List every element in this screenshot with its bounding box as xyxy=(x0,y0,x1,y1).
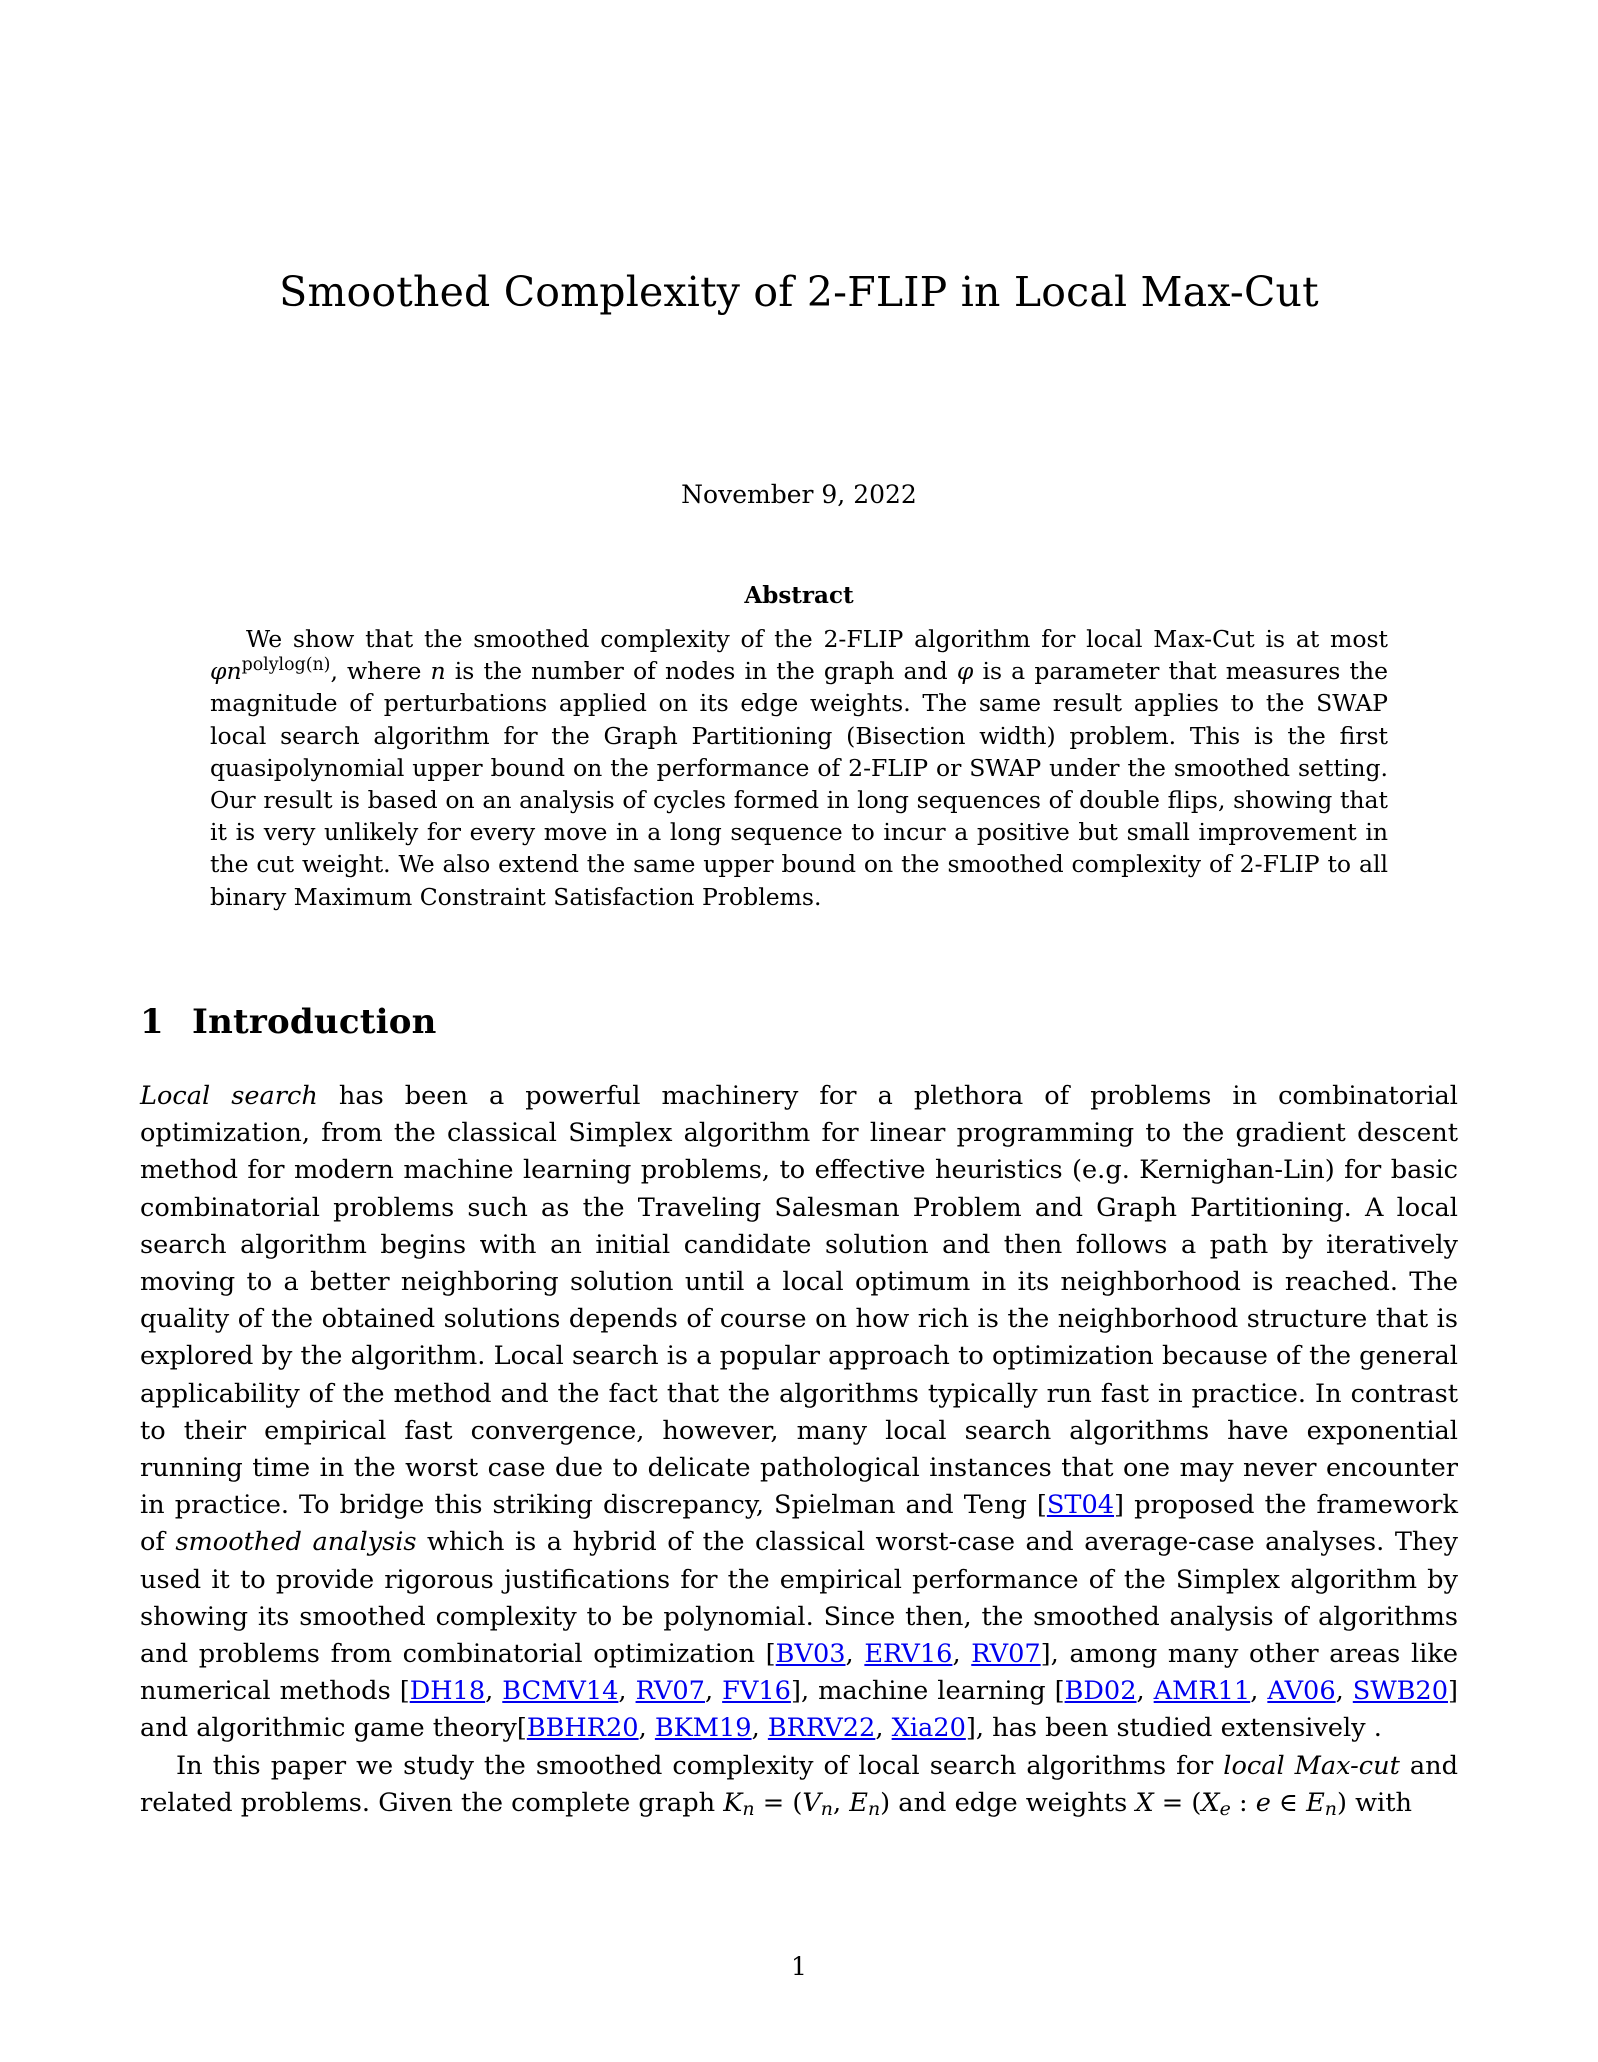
body-content xyxy=(140,1078,1458,1822)
math-eq-2: = ( xyxy=(1153,1787,1202,1818)
math-element-of: ∈ xyxy=(1270,1787,1307,1818)
p1-sep-7: , xyxy=(1250,1676,1268,1707)
citation-amr11[interactable]: AMR11 xyxy=(1153,1676,1251,1707)
p2-text-c: and edge weights xyxy=(890,1787,1136,1818)
citation-bv03[interactable]: BV03 xyxy=(775,1639,846,1670)
p1-sep-6: , xyxy=(1136,1676,1154,1707)
p2-text-d: with xyxy=(1347,1787,1412,1818)
section-heading-introduction xyxy=(140,1002,437,1042)
math-e-var: e xyxy=(1255,1787,1271,1818)
citation-bbhr20[interactable]: BBHR20 xyxy=(526,1713,639,1744)
citation-av06[interactable]: AV06 xyxy=(1267,1676,1336,1707)
math-e-sub: n xyxy=(867,1798,881,1821)
citation-rv07[interactable]: RV07 xyxy=(971,1639,1041,1670)
p1-sep-10: , xyxy=(751,1713,768,1744)
math-e2-sub: n xyxy=(1324,1798,1337,1821)
math-phi-n-base: φn xyxy=(210,657,242,686)
citation-swb20[interactable]: SWB20 xyxy=(1352,1676,1448,1707)
abstract-text-2: , where xyxy=(330,657,431,686)
p2-text-b: and related problems. Given the complete graph xyxy=(140,1750,1458,1818)
citation-erv16[interactable]: ERV16 xyxy=(864,1639,953,1670)
abstract-section xyxy=(210,582,1388,913)
abstract-text-3: is the number of nodes in the graph and xyxy=(445,657,957,686)
section-title: Introduction xyxy=(192,1002,437,1042)
math-v-sub: n xyxy=(820,1798,833,1821)
math-k: K xyxy=(723,1787,743,1818)
math-xe-sub: e xyxy=(1219,1798,1231,1821)
p1-sep-4: , xyxy=(618,1676,636,1707)
p1-sep-2: , xyxy=(952,1639,972,1670)
p1-sep-3: , xyxy=(485,1676,503,1707)
p1-text-c: which is a hybrid of the classical worst-case and average-case analyses. They used it to provide rigorous justifications for the empirical performance of the Simplex algorithm by showing its smoothed complexity to be polynomial. Since then, the smoothed analysis of algorithms and problems from combinatorial optimization [ xyxy=(140,1527,1458,1670)
p1-sep-11: , xyxy=(875,1713,892,1744)
p1-text-f: ] and algorithmic game theory[ xyxy=(140,1676,1458,1744)
citation-st04[interactable]: ST04 xyxy=(1046,1490,1115,1521)
page-title: Smoothed Complexity of 2-FLIP in Local Max-Cut xyxy=(279,268,1319,316)
p1-sep-1: , xyxy=(845,1639,865,1670)
math-xe: X xyxy=(1201,1787,1220,1818)
section-number: 1 xyxy=(140,1002,164,1042)
abstract-heading: Abstract xyxy=(744,582,854,609)
math-complete-graph xyxy=(723,1787,891,1821)
abstract-text-4: is a parameter that measures the magnitude of perturbations applied on its edge weights. The same result applies to the SWAP local search algorithm for the Graph Partitioning (Bisection width) problem. This is the first quasipolynomial upper bound on the performance of 2-FLIP or SWAP under the smoothed setting. Our result is based on an analysis of cycles formed in long sequences of double flips, showing that it is very unlikely for every move in a long sequence to incur a positive but small improvement in the cut weight. We also extend the same upper bound on the smoothed complexity of 2-FLIP to all binary Maximum Constraint Satisfaction Problems. xyxy=(210,657,1388,911)
p1-sep-8: , xyxy=(1335,1676,1353,1707)
math-eq-1: = ( xyxy=(754,1787,803,1818)
math-edge-weights xyxy=(1135,1787,1347,1821)
math-var-n: n xyxy=(430,657,446,686)
math-exponent: polylog(n) xyxy=(241,655,331,676)
math-var-phi: φ xyxy=(956,657,974,686)
citation-xia20[interactable]: Xia20 xyxy=(891,1713,966,1744)
publication-date: November 9, 2022 xyxy=(681,480,917,509)
paragraph-intro-2 xyxy=(140,1748,1458,1822)
p1-text-e: ], machine learning [ xyxy=(790,1676,1065,1707)
citation-brrv22[interactable]: BRRV22 xyxy=(767,1713,876,1744)
math-e: E xyxy=(849,1787,868,1818)
math-close: ) xyxy=(880,1787,891,1818)
citation-dh18[interactable]: DH18 xyxy=(409,1676,486,1707)
math-colon: : xyxy=(1230,1787,1256,1818)
math-x: X xyxy=(1135,1787,1154,1818)
citation-fv16[interactable]: FV16 xyxy=(722,1676,791,1707)
p1-text-g: ], has been studied extensively . xyxy=(965,1713,1382,1744)
p1-text-b: ] proposed the framework of xyxy=(140,1490,1458,1558)
paragraph-intro-1 xyxy=(140,1078,1458,1748)
math-v: V xyxy=(802,1787,821,1818)
italic-local-search: Local search xyxy=(140,1081,318,1111)
abstract-math-phi-n xyxy=(210,657,330,685)
italic-local-max-cut: local Max-cut xyxy=(1223,1750,1400,1781)
page-number: 1 xyxy=(791,1952,807,1981)
p2-text-a: In this paper we study the smoothed complexity of local search algorithms for xyxy=(176,1750,1224,1781)
italic-smoothed-analysis: smoothed analysis xyxy=(175,1527,417,1558)
math-close-2: ) xyxy=(1337,1787,1347,1818)
citation-rv07b[interactable]: RV07 xyxy=(635,1676,705,1707)
math-e2: E xyxy=(1306,1787,1325,1818)
citation-bkm19[interactable]: BKM19 xyxy=(654,1713,752,1744)
abstract-text-1: We show that the smoothed complexity of the 2-FLIP algorithm for local Max-Cut is at most xyxy=(246,625,1388,653)
citation-bcmv14[interactable]: BCMV14 xyxy=(502,1676,619,1707)
math-comma: , xyxy=(833,1787,850,1818)
p1-sep-5: , xyxy=(704,1676,723,1707)
abstract-body xyxy=(210,623,1388,913)
p1-text-a: has been a powerful machinery for a plethora of problems in combinatorial optimization, from the classical Simplex algorithm for linear programming to the gradient descent method for modern machine learning problems, to effective heuristics (e.g. Kernighan-Lin) for basic combinatorial problems such as the Traveling Salesman Problem and Graph Partitioning. A local search algorithm begins with an initial candidate solution and then follows a path by iteratively moving to a better neighboring solution until a local optimum in its neighborhood is reached. The quality of the obtained solutions depends of course on how rich is the neighborhood structure that is explored by the algorithm. Local search is a popular approach to optimization because of the general applicability of the method and the fact that the algorithms typically run fast in practice. In contrast to their empirical fast convergence, however, many local search algorithms have exponential running time in the worst case due to delicate pathological instances that one may never encounter in practice. To bridge this striking discrepancy, Spielman and Teng [ xyxy=(140,1081,1458,1521)
p1-text-d: ], among many other areas like numerical methods [ xyxy=(140,1639,1458,1707)
p1-sep-9: , xyxy=(638,1713,655,1744)
math-k-sub: n xyxy=(742,1798,755,1821)
citation-bd02[interactable]: BD02 xyxy=(1064,1676,1137,1707)
